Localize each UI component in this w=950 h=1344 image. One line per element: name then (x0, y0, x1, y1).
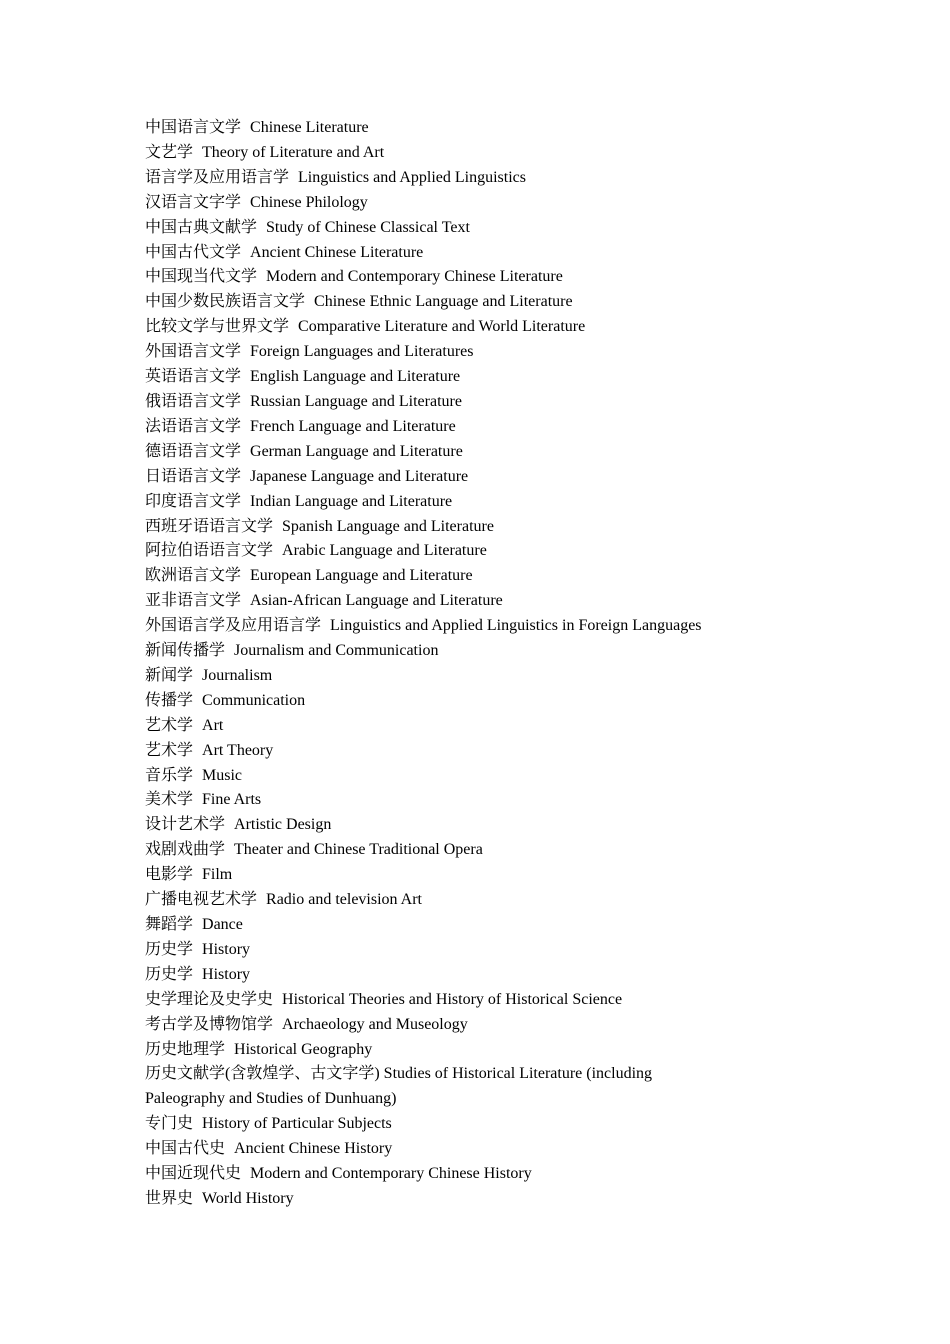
entry-english: French Language and Literature (250, 417, 456, 435)
entry-chinese: 艺术学 (145, 716, 194, 734)
list-item (145, 938, 925, 963)
entry-chinese: 文艺学 (145, 143, 194, 161)
entry-english: Historical Geography (234, 1040, 373, 1058)
entry-chinese: 西班牙语语言文学 (145, 517, 274, 535)
entry-english: Chinese Literature (250, 119, 369, 136)
entry-english: Ancient Chinese History (234, 1140, 393, 1158)
entry-english: Historical Theories and History of Historical Science (282, 990, 623, 1008)
entry-english: Chinese Ethnic Language and Literature (314, 293, 573, 311)
entry-english: World History (202, 1189, 294, 1207)
entry-english: Studies of Historical Literature (including Paleography and Studies of Dunhuang) (145, 1065, 653, 1108)
entry-chinese: 世界史 (145, 1189, 194, 1207)
entry-english: History (202, 965, 251, 983)
entry-chinese: 亚非语言文学 (145, 592, 242, 610)
list-item (145, 1137, 925, 1162)
entry-chinese: 印度语言文学 (145, 492, 242, 510)
list-item (145, 440, 925, 465)
list-item (145, 788, 925, 813)
list-item (145, 141, 925, 166)
list-item (145, 539, 925, 564)
entry-chinese: 中国古典文献学 (145, 218, 258, 236)
list-item (145, 639, 925, 664)
list-item (145, 116, 925, 141)
list-item (145, 963, 925, 988)
entry-chinese: 比较文学与世界文学 (145, 318, 290, 336)
entry-english: Comparative Literature and World Literature (298, 318, 586, 336)
entry-english: History (202, 940, 251, 958)
entry-english: Arabic Language and Literature (282, 542, 487, 560)
list-item (145, 515, 925, 540)
entry-chinese: 中国近现代史 (145, 1165, 242, 1183)
list-item (145, 241, 925, 266)
document-page (145, 116, 925, 1212)
entry-chinese: 广播电视艺术学 (145, 891, 258, 909)
list-item (145, 290, 925, 315)
entry-chinese: 中国语言文学 (145, 119, 242, 136)
entry-chinese: 戏剧戏曲学 (145, 841, 226, 859)
list-item (145, 216, 925, 241)
entry-chinese: 设计艺术学 (145, 816, 226, 834)
entry-english: English Language and Literature (250, 368, 461, 386)
entry-chinese: 外国语言文学 (145, 343, 242, 361)
list-item (145, 1112, 925, 1137)
entry-chinese: 专门史 (145, 1115, 194, 1133)
entry-chinese: 音乐学 (145, 766, 194, 784)
list-item (145, 764, 925, 789)
entry-chinese: 传播学 (145, 691, 194, 709)
entry-english: Music (202, 766, 243, 784)
entry-english: Spanish Language and Literature (282, 517, 494, 535)
entry-english: Linguistics and Applied Linguistics in Foreign Languages (330, 617, 702, 635)
entry-english: Art Theory (202, 741, 274, 759)
entry-chinese: 中国少数民族语言文学 (145, 293, 306, 311)
entry-chinese: 德语语言文学 (145, 442, 242, 460)
list-item (145, 1187, 925, 1212)
entry-english: Radio and television Art (266, 891, 422, 909)
entry-chinese: 电影学 (145, 866, 194, 884)
list-item (145, 166, 925, 191)
entry-chinese: 语言学及应用语言学 (145, 168, 290, 186)
entry-english: Theater and Chinese Traditional Opera (234, 841, 483, 859)
entry-chinese: 俄语语言文学 (145, 392, 242, 410)
entry-english: Russian Language and Literature (250, 392, 462, 410)
entry-english: Fine Arts (202, 791, 262, 809)
list-item (145, 340, 925, 365)
entry-english: Indian Language and Literature (250, 492, 453, 510)
list-item (145, 315, 925, 340)
entry-english: Foreign Languages and Literatures (250, 343, 474, 361)
entry-chinese: 史学理论及史学史 (145, 990, 274, 1008)
entry-english: Asian-African Language and Literature (250, 592, 503, 610)
entry-chinese: 欧洲语言文学 (145, 567, 242, 585)
list-item (145, 390, 925, 415)
list-item (145, 714, 925, 739)
entry-chinese: 美术学 (145, 791, 194, 809)
entry-chinese: 阿拉伯语语言文学 (145, 542, 274, 560)
entry-english: Communication (202, 691, 306, 709)
list-item (145, 191, 925, 216)
list-item (145, 564, 925, 589)
list-item (145, 365, 925, 390)
entry-english: Journalism (202, 666, 273, 684)
list-item (145, 1062, 705, 1112)
entry-english: European Language and Literature (250, 567, 473, 585)
entry-chinese: 中国古代文学 (145, 243, 242, 261)
list-item (145, 415, 925, 440)
entry-english: Ancient Chinese Literature (250, 243, 424, 261)
entry-chinese: 日语语言文学 (145, 467, 242, 485)
entry-english: Journalism and Communication (234, 642, 439, 660)
entry-chinese: 中国古代史 (145, 1140, 226, 1158)
entry-chinese: 历史地理学 (145, 1040, 226, 1058)
entry-english: Study of Chinese Classical Text (266, 218, 470, 236)
entry-english: Artistic Design (234, 816, 332, 834)
entry-english: German Language and Literature (250, 442, 463, 460)
list-item (145, 913, 925, 938)
entry-chinese: 艺术学 (145, 741, 194, 759)
entry-chinese: 汉语言文字学 (145, 193, 242, 211)
entry-english: History of Particular Subjects (202, 1115, 392, 1133)
entry-chinese: 历史学 (145, 940, 194, 958)
entry-chinese: 舞蹈学 (145, 916, 194, 933)
entry-english: Archaeology and Museology (282, 1015, 468, 1033)
entry-english: Linguistics and Applied Linguistics (298, 168, 526, 186)
list-item (145, 1038, 925, 1063)
entry-chinese: 英语语言文学 (145, 368, 242, 386)
entry-english: Art (202, 716, 224, 734)
entry-chinese: 历史文献学(含敦煌学、古文字学) (145, 1065, 380, 1083)
list-item (145, 614, 925, 639)
entry-chinese: 外国语言学及应用语言学 (145, 617, 322, 635)
entry-english: Modern and Contemporary Chinese History (250, 1165, 532, 1183)
list-item (145, 490, 925, 515)
list-item (145, 689, 925, 714)
entry-english: Theory of Literature and Art (202, 143, 385, 161)
list-item (145, 1162, 925, 1187)
list-item (145, 664, 925, 689)
list-item (145, 465, 925, 490)
list-item (145, 589, 925, 614)
list-item (145, 888, 925, 913)
entry-chinese: 考古学及博物馆学 (145, 1015, 274, 1033)
entry-english: Dance (202, 916, 243, 933)
list-item (145, 1013, 925, 1038)
entry-chinese: 中国现当代文学 (145, 268, 258, 286)
entry-english: Film (202, 866, 233, 884)
entry-chinese: 新闻学 (145, 666, 194, 684)
list-item (145, 863, 925, 888)
entry-chinese: 新闻传播学 (145, 642, 226, 660)
entry-english: Japanese Language and Literature (250, 467, 469, 485)
list-item (145, 838, 925, 863)
list-item (145, 988, 925, 1013)
entry-english: Chinese Philology (250, 193, 368, 211)
list-item (145, 265, 925, 290)
entry-chinese: 历史学 (145, 965, 194, 983)
entry-english: Modern and Contemporary Chinese Literature (266, 268, 563, 286)
list-item (145, 813, 925, 838)
entry-chinese: 法语语言文学 (145, 417, 242, 435)
list-item (145, 739, 925, 764)
